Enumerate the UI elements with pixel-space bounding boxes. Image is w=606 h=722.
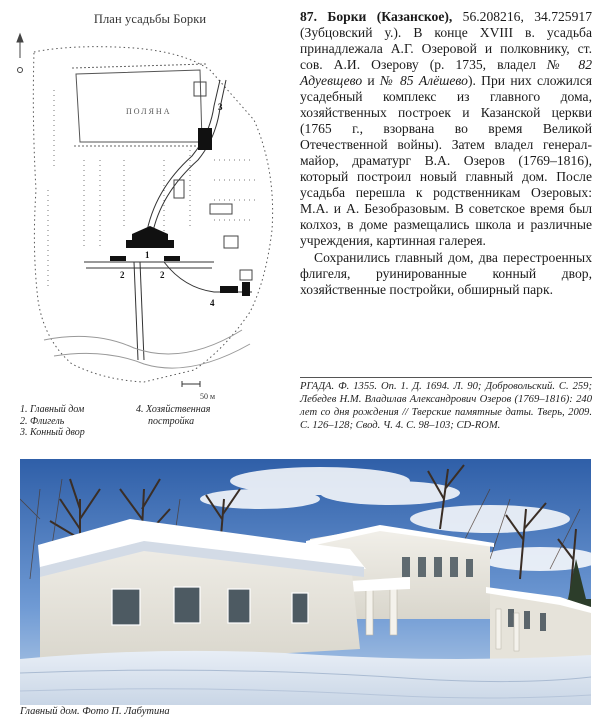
marker-2a: 2 <box>120 270 125 280</box>
legend-item-horse-yard: 3. Конный двор <box>20 427 85 438</box>
scale-label: 50 м <box>200 392 216 401</box>
north-arrow-circle <box>18 68 23 73</box>
entry-number: 87. <box>300 9 317 24</box>
paragraph-1-part-a: В конце XVIII в. усадьба принадлежала А.Г. Озеровой и полковнику, ст. сов. А.И. Озерову (р. 1735, владел <box>300 25 592 72</box>
main-house-photo <box>20 459 591 705</box>
wing-right-shape <box>164 256 180 261</box>
road-south <box>134 262 138 360</box>
field-label: ПОЛЯНА <box>126 107 172 116</box>
marker-1: 1 <box>145 250 150 260</box>
main-house-shape <box>132 226 168 242</box>
road-east <box>164 262 252 292</box>
outbuilding-c <box>210 204 232 214</box>
cross-ref-1: № 82 Адуевщево <box>300 57 592 88</box>
article-paragraph-2: Сохранились главный дом, два перестроенных флигеля, руинированные конный двор, хозяйственные постройки, обширный парк. <box>300 250 592 297</box>
article-paragraph-1 <box>300 9 592 249</box>
wing-left-shape <box>110 256 126 261</box>
road-south-edge <box>140 262 144 360</box>
marker-2b: 2 <box>160 270 165 280</box>
horse-yard-shape <box>198 128 212 150</box>
marker-3: 3 <box>218 102 223 112</box>
entry-district: (Зубцовский у.). <box>300 25 402 40</box>
farm-building-1 <box>220 286 238 293</box>
legend-item-farm-building: 4. Хозяйственная <box>136 404 211 415</box>
conjunction: и <box>367 73 375 88</box>
legend-item-main-house: 1. Главный дом <box>20 404 85 415</box>
north-arrow-head <box>17 34 23 42</box>
marker-4a: 4 <box>210 298 215 308</box>
park-boundary <box>33 47 272 382</box>
paragraph-1-part-b: ). При них сложился усадебный комплекс из главного дома, хозяйственных построек и Казанской церкви (1765 г., взорвана во время Великой Отечественной войны). Затем владел генерал-майор, драматург В.А. Озеров (1769–1816), который построил новый главный дом. После усадьба перешла к родственникам Озеровых: М.А. и А. Безобразовым. В советское время был колхоз, в доме размещались школа и различные учреждения, картинная галерея. <box>300 73 592 248</box>
entry-coordinates: 56.208216, 34.725917 <box>462 9 592 24</box>
legend-item-farm-building-cont: постройка <box>148 415 195 427</box>
outbuilding-b <box>174 180 184 198</box>
sources-divider <box>300 377 592 378</box>
plan-legend <box>20 404 290 444</box>
article-text <box>300 9 592 298</box>
legend-item-wing: 2. Флигель <box>20 415 65 427</box>
photo-caption: Главный дом. Фото П. Лабутина <box>20 706 170 717</box>
main-house-wings <box>126 240 174 248</box>
field-outline <box>76 70 202 142</box>
cross-ref-2: № 85 Алёшево <box>380 73 468 88</box>
outbuilding-e <box>240 270 252 280</box>
photo-illustration <box>20 459 591 705</box>
field-avenue-top <box>72 64 206 68</box>
outbuilding-d <box>224 236 238 248</box>
estate-plan <box>14 6 286 404</box>
plan-map <box>14 30 286 390</box>
entry-title: Борки (Казанское), <box>327 9 453 24</box>
sources-text: РГАДА. Ф. 1355. Оп. 1. Д. 1694. Л. 90; Добровольский. С. 259; Лебедев Н.М. Владилав Александрович Озеров (1769–1816): 240 лет со дня рождения // Тверские памятные даты. Тверь, 2009. С. 126–128; Свод. Ч. 4. С. 98–103; CD-ROM. <box>300 381 592 431</box>
marker-4b: 4 <box>242 284 247 294</box>
plan-title: План усадьбы Борки <box>93 12 207 26</box>
road-north <box>146 80 220 236</box>
snow-ground <box>20 651 591 705</box>
